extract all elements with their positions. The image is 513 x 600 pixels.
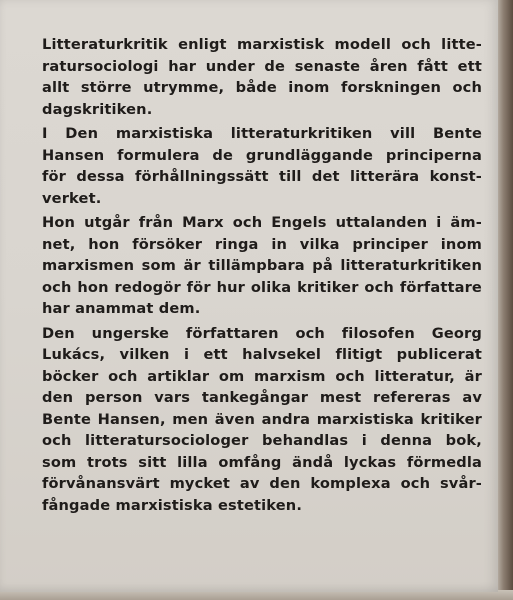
blurb-line: I Den marxistiska litteraturkritiken vill Bente [42, 125, 482, 142]
blurb-line: fångade marxistiska estetiken. [42, 496, 303, 514]
blurb-line: dagskritiken. [42, 100, 153, 118]
blurb-line: förvånansvärt mycket av den komplexa och svår- [42, 475, 482, 492]
blurb-line: och hon redogör för hur olika kritiker och författare [42, 278, 482, 296]
blurb-line: Den ungerske författaren och filosofen Georg [42, 324, 482, 342]
blurb-line: böcker och artiklar om marxism och litteratur, är [42, 367, 482, 385]
blurb-line: ratursociologi har under de senaste åren fått ett [42, 57, 482, 75]
blurb-line: som trots sitt lilla omfång ändå lyckas förmedla [42, 453, 482, 471]
blurb-line: Hansen formulera de grundläggande principerna [42, 146, 482, 164]
blurb-line: allt större utrymme, både inom forskningen och [42, 79, 482, 96]
blurb-line: Lukács, vilken i ett halvsekel flitigt publicerat [42, 346, 482, 363]
book-spine-edge [497, 0, 513, 600]
blurb-line: Hon utgår från Marx och Engels uttalanden i äm- [42, 214, 482, 231]
blurb-line: för dessa förhållningssätt till det litterära konst- [42, 168, 482, 185]
blurb-line: Bente Hansen, men även andra marxistiska kritiker [42, 410, 482, 428]
blurb-line: och litteratursociologer behandlas i denna bok, [42, 432, 482, 449]
blurb-line: har anammat dem. [42, 300, 201, 317]
blurb-line: verket. [42, 189, 102, 207]
blurb-line: marxismen som är tillämpbara på litteraturkritiken [42, 257, 482, 274]
blurb-line: Litteraturkritik enligt marxistisk modell och litte- [42, 36, 482, 53]
blurb-text [42, 34, 482, 516]
blurb-line: net, hon försöker ringa in vilka principer inom [42, 235, 482, 253]
blurb-line: den person vars tankegångar mest refereras av [42, 389, 482, 406]
